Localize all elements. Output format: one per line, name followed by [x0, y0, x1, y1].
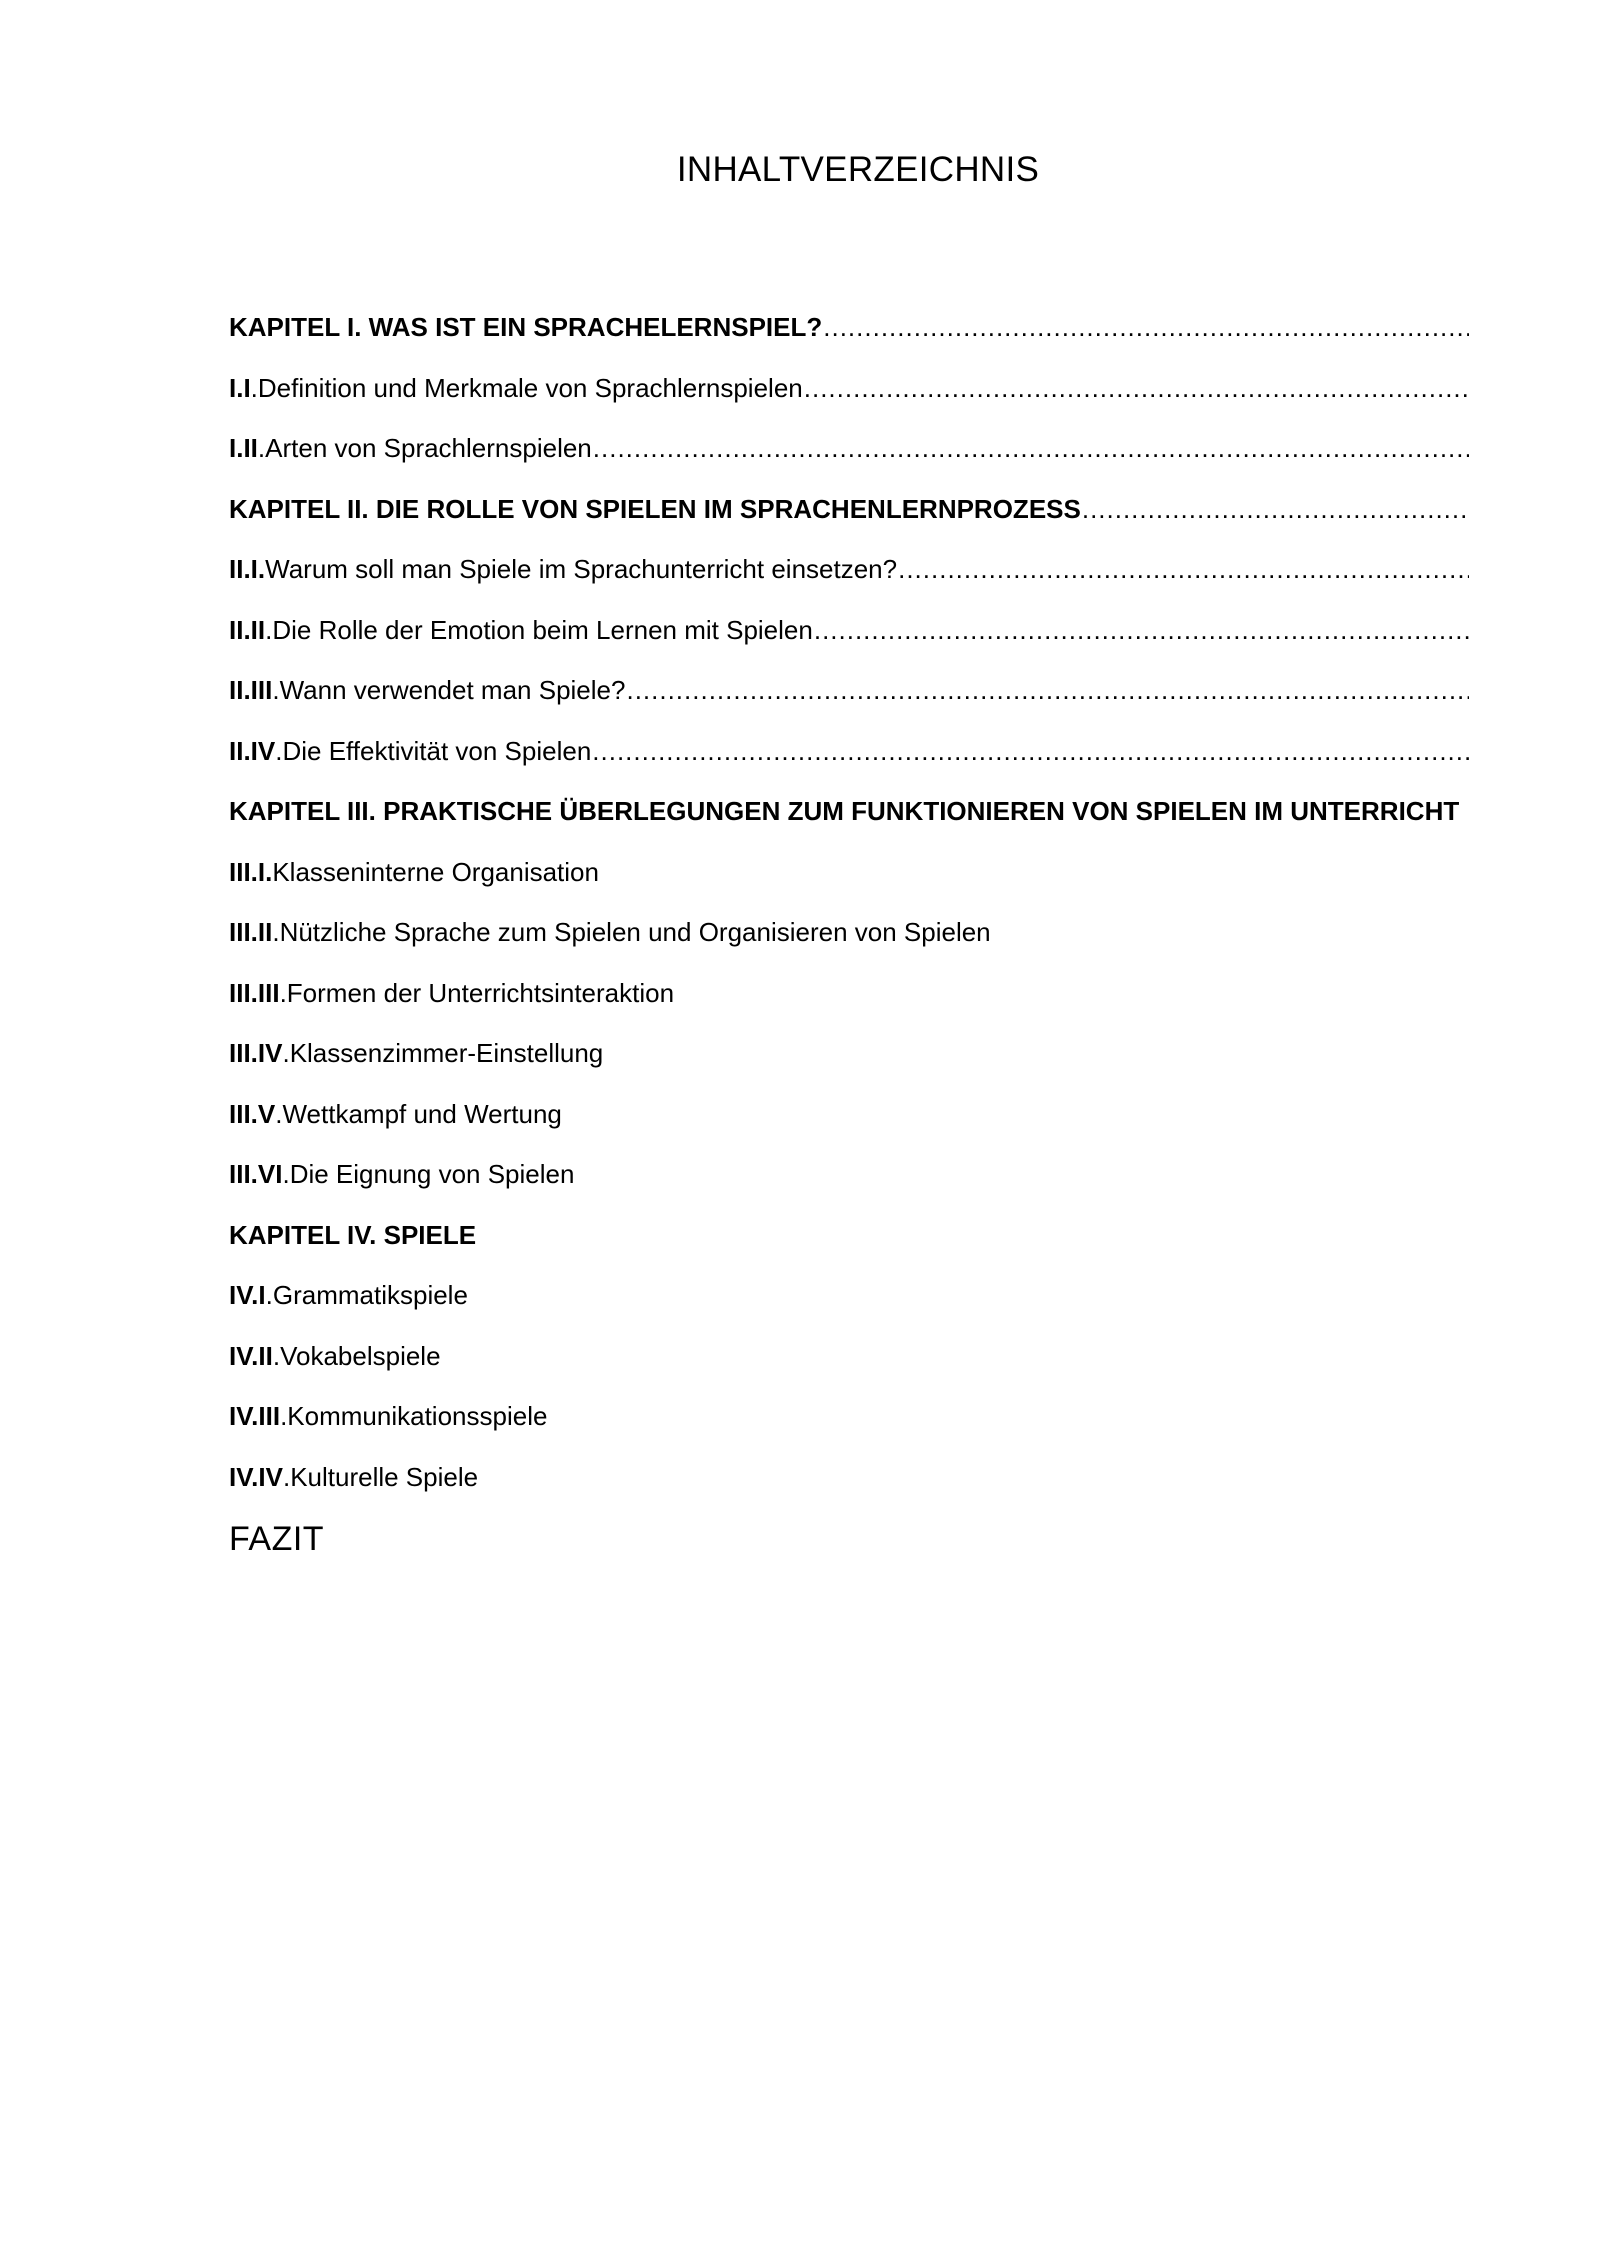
toc-section-entry[interactable] — [229, 1458, 1469, 1519]
toc-entry-title: .Kommunikationsspiele — [280, 1401, 548, 1431]
toc-chapter-entry[interactable] — [229, 308, 1469, 369]
toc-section-entry[interactable] — [229, 1337, 1469, 1398]
toc-entry-text — [229, 792, 1459, 830]
toc-entry-title: KAPITEL I. WAS IST EIN SPRACHELERNSPIEL? — [229, 312, 823, 342]
toc-chapter-entry[interactable] — [229, 792, 1469, 853]
toc-chapter-entry[interactable] — [229, 1216, 1469, 1277]
toc-section-entry[interactable] — [229, 732, 1469, 793]
toc-entry-text — [229, 1216, 476, 1254]
toc-section-entry[interactable] — [229, 550, 1469, 611]
toc-entry-number: III.V — [229, 1098, 276, 1129]
toc-entry-title: .Definition und Merkmale von Sprachlernspielen — [250, 372, 803, 403]
toc-entry-number: III.III — [229, 977, 280, 1008]
toc-entry-number: II.II — [229, 614, 266, 645]
toc-entry-title: .Grammatikspiele — [265, 1280, 468, 1310]
toc-section-entry[interactable] — [229, 671, 1469, 732]
toc-entry-text — [229, 369, 803, 407]
toc-entry-number: III.IV — [229, 1038, 283, 1068]
page-title: INHALTVERZEICHNIS — [676, 150, 1040, 189]
fazit-heading: FAZIT — [229, 1520, 325, 1558]
toc-section-entry[interactable] — [229, 1276, 1469, 1337]
toc-entry-number: IV.I — [229, 1280, 266, 1310]
toc-entry-number: I.II — [229, 433, 258, 463]
toc-entry-title: .Die Effektivität von Spielen — [275, 735, 592, 766]
toc-entry-title: .Vokabelspiele — [272, 1340, 441, 1371]
toc-entry-text — [229, 1458, 478, 1496]
toc-entry-text — [229, 550, 897, 588]
toc-entry-text — [229, 732, 591, 770]
toc-entry-title: .Arten von Sprachlernspielen — [257, 433, 592, 463]
toc-entry-text — [229, 429, 592, 467]
toc-entry-title: Warum soll man Spiele im Sprachunterricht einsetzen? — [265, 554, 898, 584]
toc-entry-text — [229, 1034, 603, 1072]
toc-section-entry[interactable] — [229, 1095, 1469, 1156]
toc-section-entry[interactable] — [229, 974, 1469, 1035]
toc-entry-title: .Die Eignung von Spielen — [282, 1159, 575, 1189]
toc-section-entry[interactable] — [229, 369, 1469, 430]
toc-entry-title: .Kulturelle Spiele — [282, 1461, 479, 1492]
toc-entry-title: .Die Rolle der Emotion beim Lernen mit Spielen — [265, 614, 813, 645]
toc-entry-number: IV.III — [229, 1401, 281, 1431]
toc-entry-title: .Klassenzimmer-Einstellung — [282, 1038, 604, 1068]
toc-chapter-entry[interactable] — [229, 490, 1469, 551]
toc-entry-title: KAPITEL III. PRAKTISCHE ÜBERLEGUNGEN ZUM FUNKTIONIEREN VON SPIELEN IM UNTERRICHT — [229, 796, 1460, 826]
toc-entry-text — [229, 853, 599, 891]
toc-section-entry[interactable] — [229, 1155, 1469, 1216]
toc-entry-number: III.VI — [229, 1159, 283, 1189]
toc-entry-text — [229, 913, 991, 951]
toc-entry-text — [229, 308, 822, 346]
toc-entry-number: II.I. — [229, 554, 266, 584]
toc-section-entry[interactable] — [229, 853, 1469, 914]
toc-entry-title: .Wann verwendet man Spiele? — [272, 675, 626, 705]
toc-dot-leader — [898, 550, 1469, 588]
toc-entry-number: II.IV — [229, 735, 276, 766]
toc-entry-text — [229, 671, 625, 709]
toc-entry-number: IV.IV — [229, 1461, 283, 1492]
toc-entry-text — [229, 1095, 562, 1133]
toc-entry-number: III.I. — [229, 856, 273, 887]
toc-dot-leader — [804, 369, 1469, 407]
toc-entry-number: II.III — [229, 675, 273, 705]
toc-entry-text — [229, 1397, 547, 1435]
toc-entry-title: .Nützliche Sprache zum Spielen und Organisieren von Spielen — [272, 917, 991, 947]
toc-entry-text — [229, 1337, 441, 1375]
toc-entry-number: III.II — [229, 917, 273, 947]
toc-section-entry[interactable] — [229, 1034, 1469, 1095]
toc-dot-leader — [1082, 490, 1469, 528]
toc-entry-text — [229, 974, 674, 1012]
toc-entry-title: Klasseninterne Organisation — [272, 856, 599, 887]
toc-entry-text — [229, 1155, 574, 1193]
toc-section-entry[interactable] — [229, 611, 1469, 672]
toc-dot-leader — [592, 732, 1469, 770]
toc-entry-text — [229, 490, 1081, 528]
toc-dot-leader — [823, 308, 1469, 346]
toc-entry-title: KAPITEL II. DIE ROLLE VON SPIELEN IM SPRACHENLERNPROZESS — [229, 493, 1081, 524]
toc-section-entry[interactable] — [229, 1397, 1469, 1458]
toc-entry-text — [229, 611, 813, 649]
toc-entry-number: IV.II — [229, 1340, 273, 1371]
toc-entry-text — [229, 1276, 468, 1314]
toc-dot-leader — [626, 671, 1469, 709]
table-of-contents — [229, 308, 1469, 1518]
toc-dot-leader — [814, 611, 1469, 649]
toc-entry-title: KAPITEL IV. SPIELE — [229, 1219, 477, 1250]
toc-entry-title: .Wettkampf und Wertung — [275, 1098, 562, 1129]
toc-entry-number: I.I — [229, 372, 251, 403]
toc-section-entry[interactable] — [229, 429, 1469, 490]
toc-entry-title: .Formen der Unterrichtsinteraktion — [279, 977, 675, 1008]
toc-section-entry[interactable] — [229, 913, 1469, 974]
toc-dot-leader — [593, 429, 1469, 467]
